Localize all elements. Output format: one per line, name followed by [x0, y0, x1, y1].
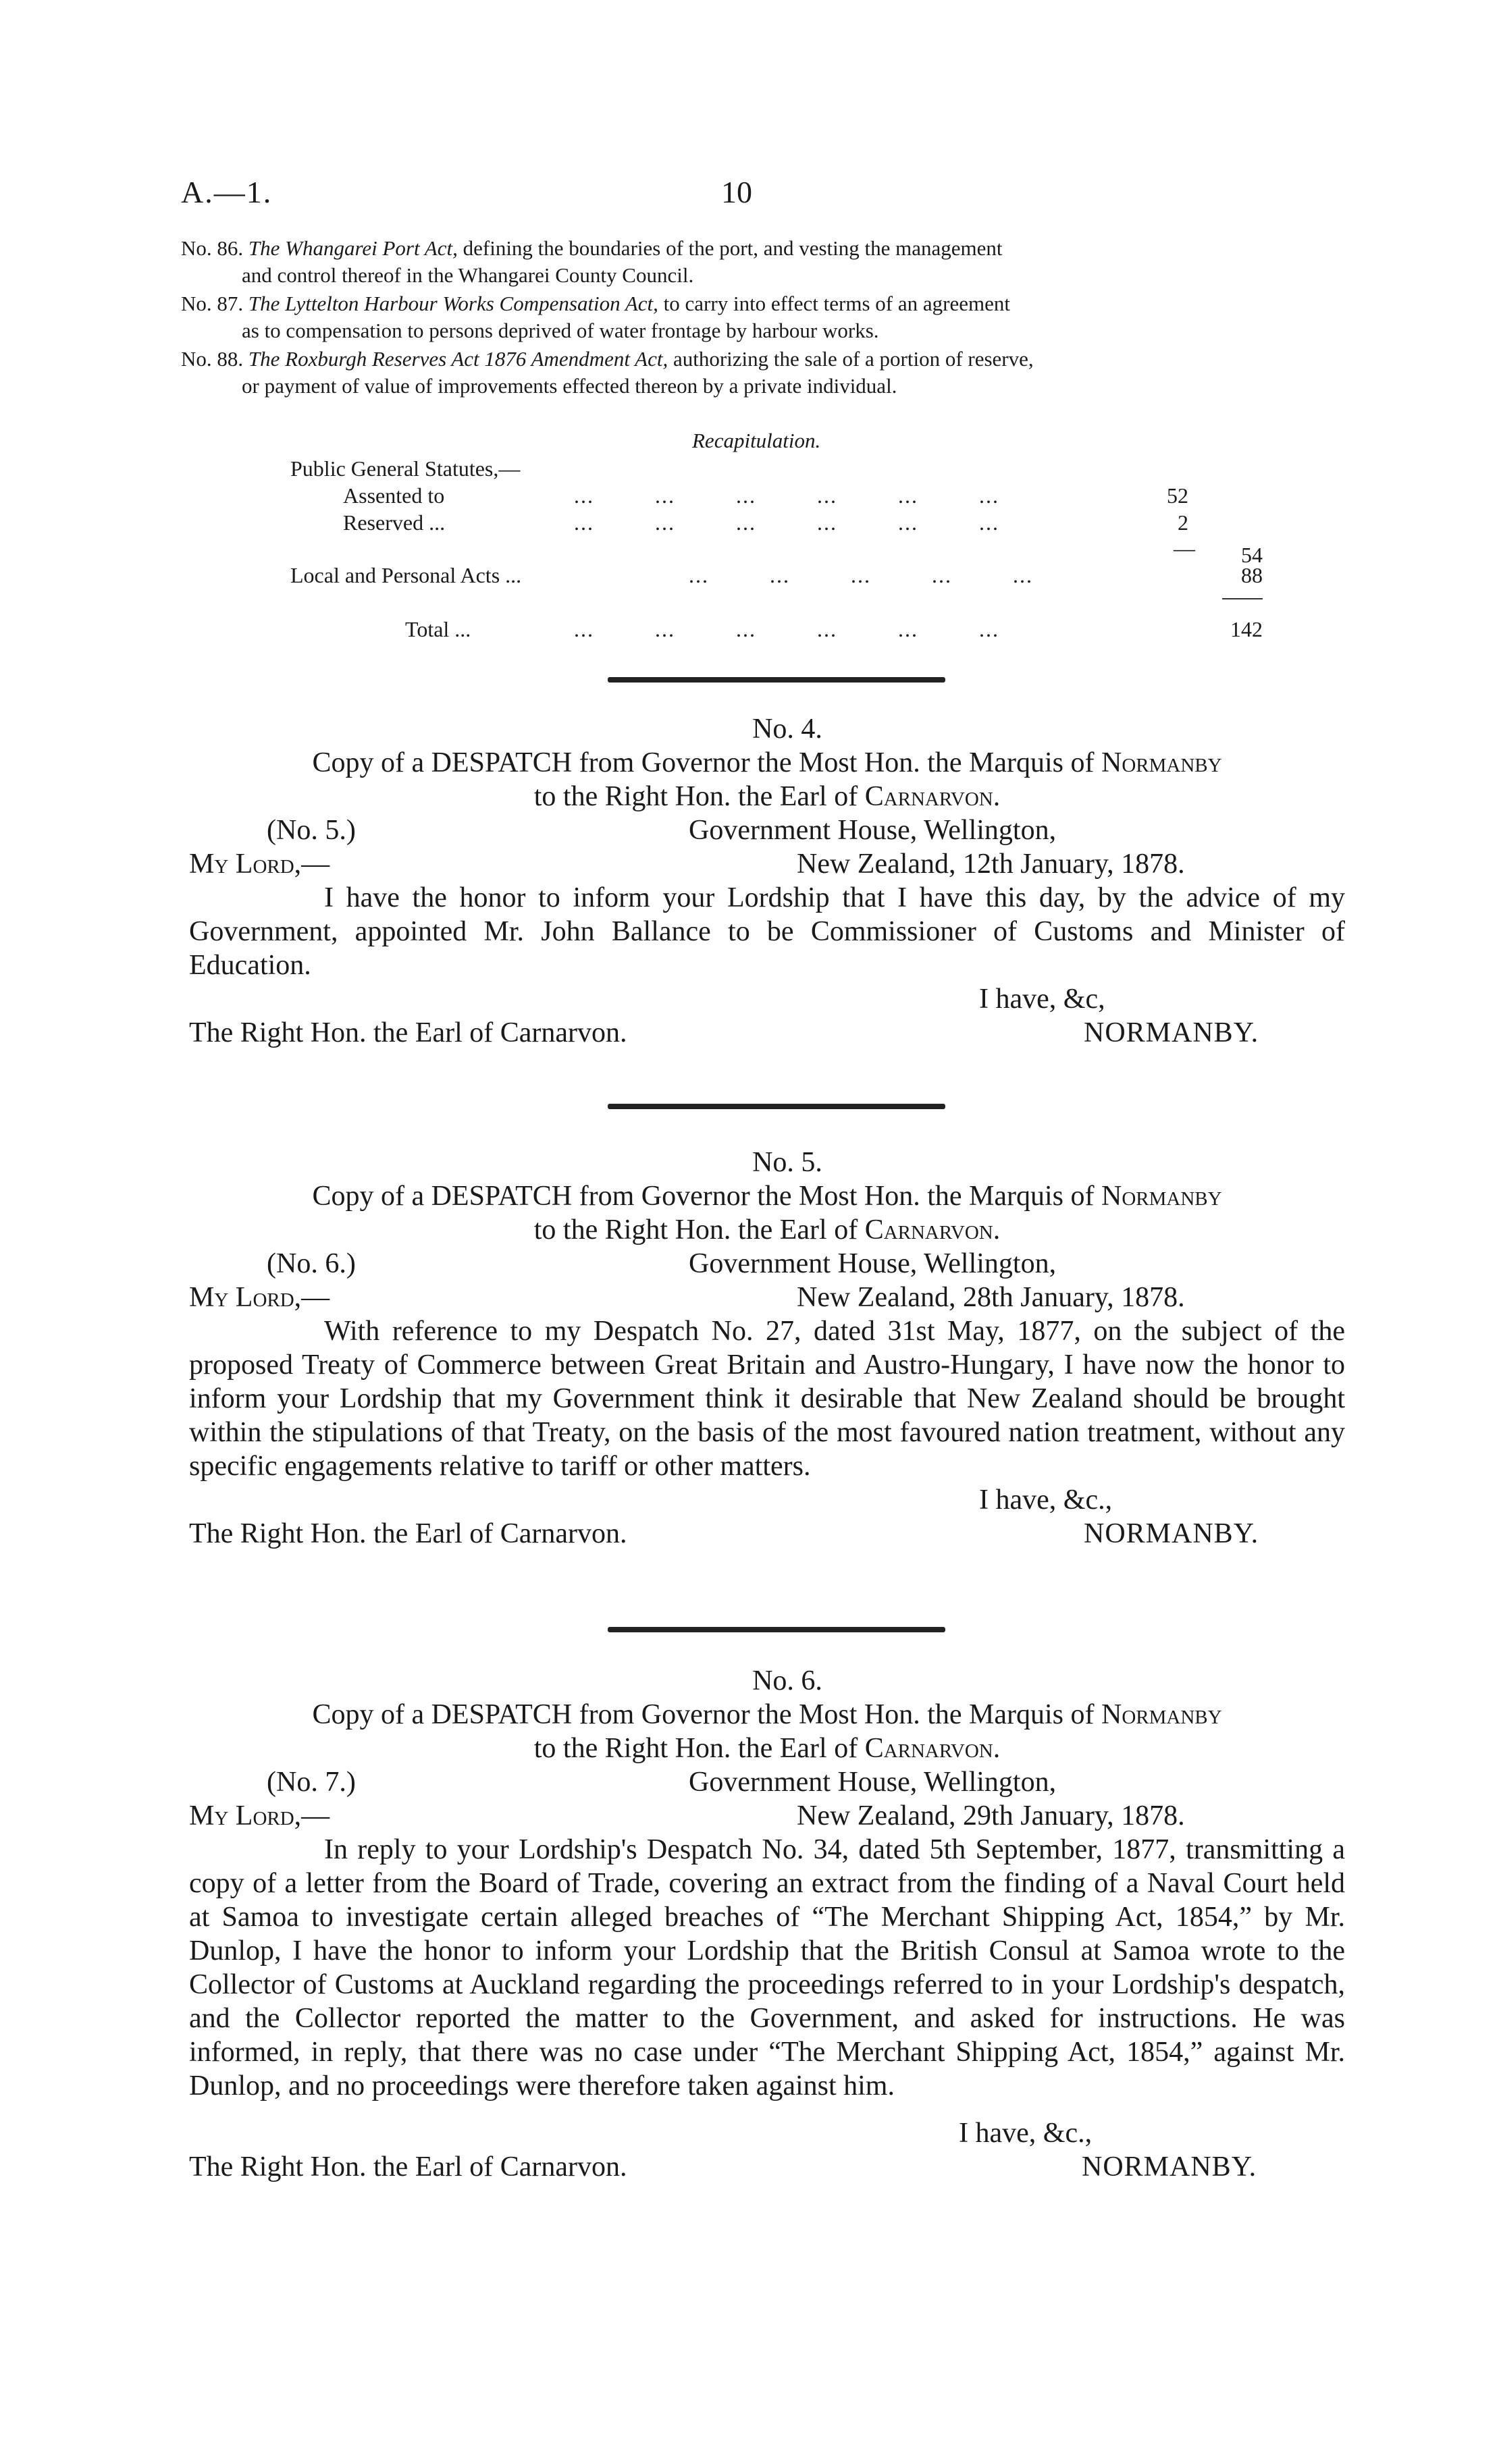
recap-label: Total ...	[405, 617, 471, 641]
act-description: to carry into effect terms of an agreement	[658, 292, 1010, 315]
salutation: My Lord,—	[189, 1282, 330, 1313]
recap-value: 142	[1230, 617, 1263, 641]
acts-list	[181, 235, 1344, 401]
despatch-ref: (No. 6.)	[267, 1248, 356, 1279]
act-number: No. 86.	[181, 236, 244, 260]
despatch-date: New Zealand, 12th January, 1878.	[797, 849, 1185, 880]
despatch-number: No. 4.	[752, 714, 822, 745]
recap-label: Public General Statutes,—	[290, 456, 521, 481]
act-description-continued: and control thereof in the Whangarei County Council.	[242, 263, 694, 287]
despatch-heading	[189, 813, 1345, 881]
signature: NORMANBY.	[1082, 2151, 1257, 2182]
despatch-title: Copy of a DESPATCH from Governor the Most Hon. the Marquis of Normanby to the Right Hon. the Earl of Carnarvon.	[312, 1181, 1222, 1246]
act-number: No. 87.	[181, 292, 244, 315]
recap-row-local	[290, 563, 1269, 590]
despatch-number: No. 6.	[752, 1665, 822, 1696]
despatch-place: Government House, Wellington,	[689, 1248, 1057, 1279]
despatch-closing	[189, 982, 1345, 1050]
act-entry	[181, 290, 1344, 344]
despatch-no-5	[189, 1146, 1345, 1551]
closing-phrase: I have, &c.,	[959, 2118, 1093, 2149]
closing-phrase: I have, &c,	[979, 984, 1105, 1015]
recap-row-total	[290, 617, 1269, 644]
salutation: My Lord,—	[189, 1800, 330, 1831]
recap-row-assented	[290, 483, 1269, 510]
despatch-closing	[189, 2116, 1345, 2184]
act-number: No. 88.	[181, 347, 244, 371]
act-title: The Lyttelton Harbour Works Compensation Act,	[248, 292, 658, 315]
recap-row-reserved	[290, 510, 1269, 537]
recap-value: 54	[1241, 543, 1263, 567]
despatch-date: New Zealand, 28th January, 1878.	[797, 1282, 1185, 1313]
section-divider	[608, 1627, 945, 1632]
page-number: 10	[721, 175, 752, 209]
despatch-no-6	[189, 1664, 1345, 2184]
act-description-continued: as to compensation to persons deprived of water frontage by harbour works.	[242, 319, 879, 342]
dash-mark: —	[1174, 536, 1195, 560]
despatch-ref: (No. 7.)	[267, 1767, 356, 1798]
despatch-title: Copy of a DESPATCH from Governor the Most Hon. the Marquis of Normanby to the Right Hon. the Earl of Carnarvon.	[312, 747, 1222, 812]
despatch-place: Government House, Wellington,	[689, 1767, 1057, 1798]
recap-value: 2	[1178, 510, 1188, 535]
recap-label: Assented to	[343, 483, 445, 508]
sum-rule	[1222, 598, 1263, 599]
despatch-number: No. 5.	[752, 1147, 822, 1178]
recap-value: 52	[1167, 483, 1188, 508]
act-description: authorizing the sale of a portion of reserve,	[668, 347, 1034, 371]
leader-dots: ... ... ... ... ... ...	[574, 617, 999, 641]
despatch-closing	[189, 1483, 1345, 1551]
leader-dots: ... ... ... ... ... ...	[574, 483, 999, 508]
despatch-body: In reply to your Lordship's Despatch No. 34, dated 5th September, 1877, transmitting a copy of a letter from the Board of Trade, covering an extract from the finding of a Naval Court held at Samoa to investigate certain alleged breaches of “The Merchant Shipping Act, 1854,” by Mr. Dunlop, I have the honor to inform your Lordship that the British Consul at Samoa wrote to the Collector of Customs at Auckland regarding the proceedings referred to in your Lordship's despatch, and the Collector reported the matter to the Government, and asked for instructions. He was informed, in reply, that there was no case under “The Merchant Shipping Act, 1854,” against Mr. Dunlop, and no proceedings were therefore taken against him.	[189, 1834, 1345, 2101]
addressee: The Right Hon. the Earl of Carnarvon.	[189, 1518, 627, 1549]
act-title: The Whangarei Port Act,	[248, 236, 458, 260]
despatch-no-4	[189, 712, 1345, 1050]
leader-dots: ... ... ... ... ...	[689, 563, 1033, 587]
signature: NORMANBY.	[1084, 1518, 1259, 1549]
despatch-heading	[189, 1765, 1345, 1833]
despatch-body: I have the honor to inform your Lordship that I have this day, by the advice of my Government, appointed Mr. John Ballance to be Commissioner of Customs and Minister of Education.	[189, 882, 1345, 981]
recap-label: Local and Personal Acts ...	[290, 563, 522, 587]
despatch-heading	[189, 1247, 1345, 1314]
despatch-body: With reference to my Despatch No. 27, dated 31st May, 1877, on the subject of the proposed Treaty of Commerce between Great Britain and Austro-Hungary, I have now the honor to inform your Lordship that my Government think it desirable that New Zealand should be brought within the stipulations of that Treaty, on the basis of the most favoured nation treatment, without any specific engagements relative to tariff or other matters.	[189, 1316, 1345, 1482]
addressee: The Right Hon. the Earl of Carnarvon.	[189, 1017, 627, 1048]
despatch-ref: (No. 5.)	[267, 815, 356, 846]
salutation: My Lord,—	[189, 849, 330, 880]
act-entry	[181, 235, 1344, 289]
recap-value: 88	[1241, 563, 1263, 587]
recap-row-subtotal	[290, 536, 1269, 567]
despatch-place: Government House, Wellington,	[689, 815, 1057, 846]
section-divider	[608, 677, 945, 682]
addressee: The Right Hon. the Earl of Carnarvon.	[189, 2151, 627, 2182]
recap-label: Reserved ...	[343, 510, 446, 535]
act-entry	[181, 346, 1344, 400]
section-divider	[608, 1104, 945, 1109]
act-description-continued: or payment of value of improvements effected thereon by a private individual.	[242, 374, 897, 398]
signature: NORMANBY.	[1084, 1017, 1259, 1048]
page-header	[181, 174, 1329, 221]
recapitulation-title: Recapitulation.	[692, 429, 821, 452]
leader-dots: ... ... ... ... ... ...	[574, 510, 999, 535]
act-description: defining the boundaries of the port, and vesting the management	[457, 236, 1003, 260]
despatch-title: Copy of a DESPATCH from Governor the Most Hon. the Marquis of Normanby to the Right Hon. the Earl of Carnarvon.	[312, 1699, 1222, 1764]
recap-row-public-general	[290, 456, 1269, 483]
despatch-date: New Zealand, 29th January, 1878.	[797, 1800, 1185, 1831]
document-reference: A.—1.	[181, 175, 273, 209]
act-title: The Roxburgh Reserves Act 1876 Amendment Act,	[248, 347, 668, 371]
closing-phrase: I have, &c.,	[979, 1484, 1113, 1516]
